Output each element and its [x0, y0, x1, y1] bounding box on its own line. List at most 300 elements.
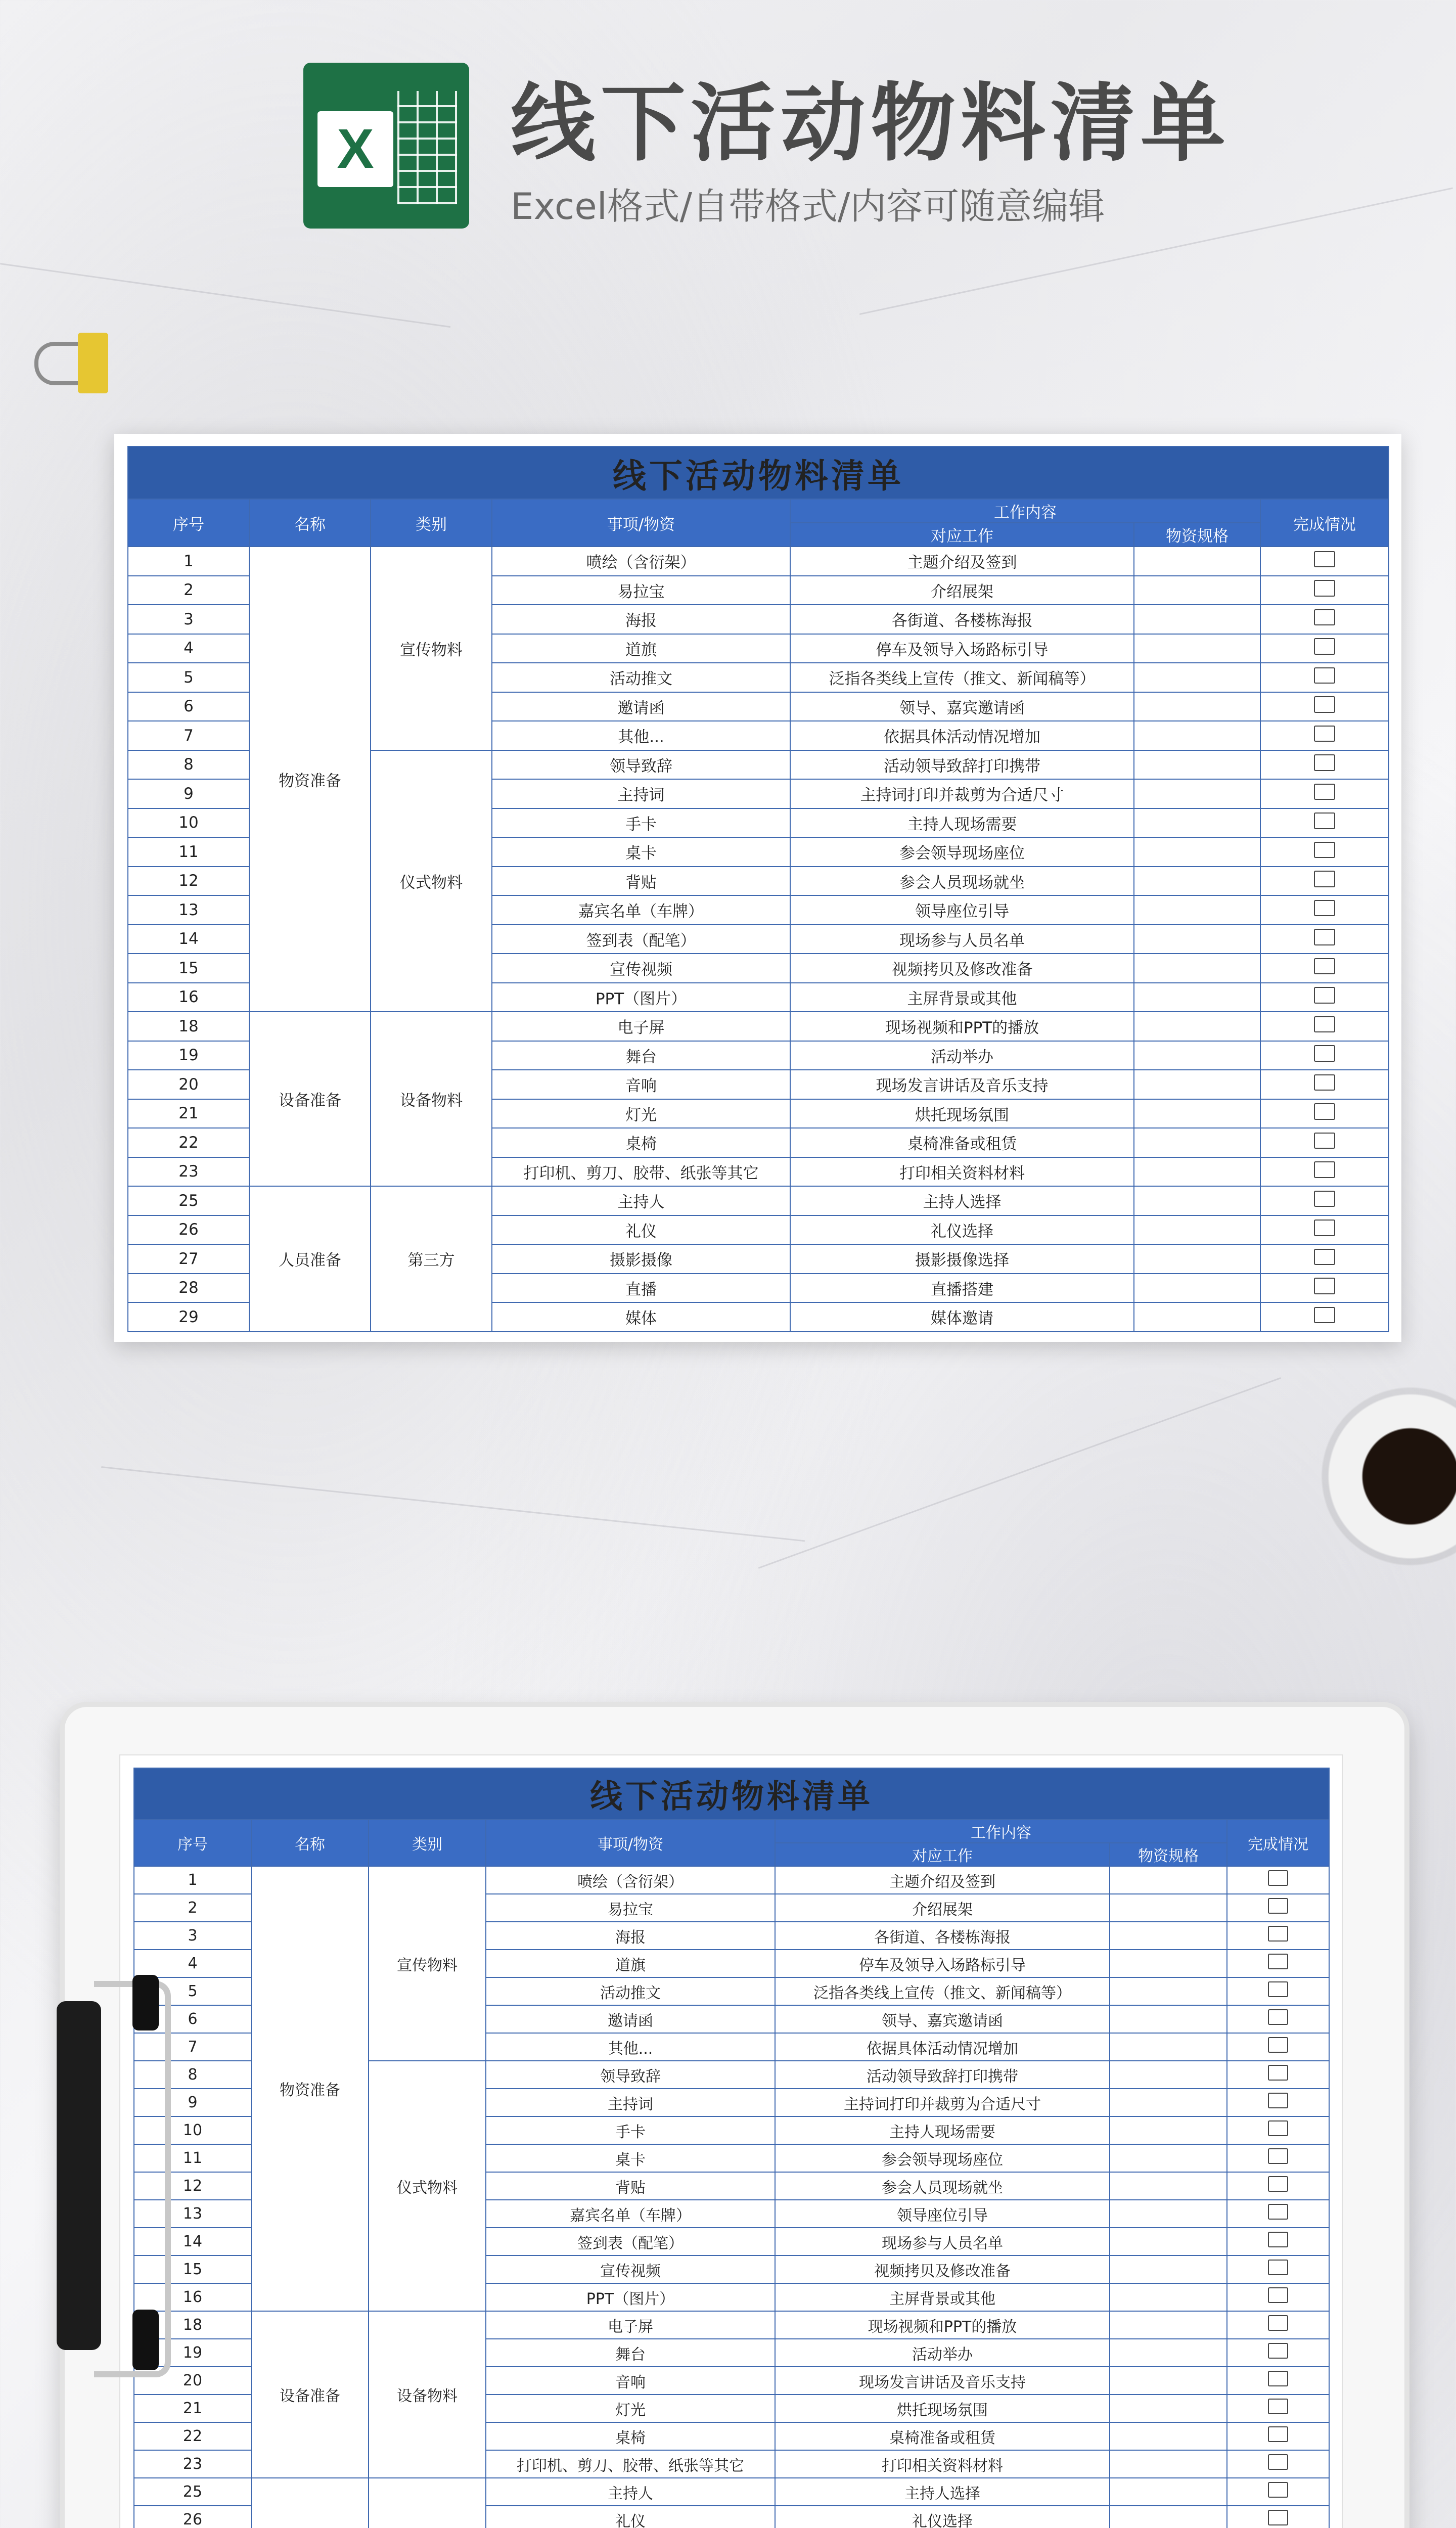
cell-status: [1227, 2033, 1329, 2061]
cell-category: 设备物料: [369, 2311, 486, 2478]
cell-item: 主持人: [486, 2478, 775, 2506]
cell-seq: 5: [128, 663, 249, 692]
cell-item: 宣传视频: [486, 2255, 775, 2283]
cell-task: 活动领导致辞打印携带: [775, 2061, 1110, 2089]
cell-spec: [1110, 2283, 1227, 2311]
cell-spec: [1110, 2339, 1227, 2367]
cell-item: 打印机、剪刀、胶带、纸张等其它: [486, 2450, 775, 2478]
cell-seq: 5: [134, 1977, 251, 2005]
cell-task: 活动领导致辞打印携带: [790, 750, 1134, 780]
cell-item: 其他...: [486, 2033, 775, 2061]
status-checkbox[interactable]: [1314, 871, 1335, 887]
cell-status: [1260, 925, 1389, 954]
cell-item: 灯光: [486, 2395, 775, 2422]
cell-category: 宣传物料: [371, 547, 492, 750]
cell-category: 仪式物料: [369, 2061, 486, 2311]
cell-spec: [1134, 1244, 1260, 1274]
status-checkbox[interactable]: [1314, 638, 1335, 655]
status-checkbox[interactable]: [1314, 667, 1335, 684]
cell-seq: 2: [134, 1894, 251, 1922]
cell-status: [1227, 1922, 1329, 1950]
cell-seq: 14: [128, 925, 249, 954]
cell-spec: [1110, 2255, 1227, 2283]
cell-item: 邀请函: [486, 2005, 775, 2033]
cell-task: 泛指各类线上宣传（推文、新闻稿等）: [775, 1977, 1110, 2005]
cell-item: 礼仪: [492, 1215, 790, 1245]
cell-spec: [1110, 2144, 1227, 2172]
table-row: [128, 1012, 1389, 1041]
cell-spec: [1110, 1894, 1227, 1922]
status-checkbox[interactable]: [1268, 1981, 1288, 1997]
table-row: [128, 1186, 1389, 1215]
status-checkbox[interactable]: [1314, 1016, 1335, 1033]
cell-status: [1227, 1866, 1329, 1894]
status-checkbox[interactable]: [1268, 2510, 1288, 2525]
cell-status: [1227, 1894, 1329, 1922]
cell-spec: [1134, 547, 1260, 576]
cell-task: 现场发言讲话及音乐支持: [790, 1070, 1134, 1099]
cell-task: 打印相关资料材料: [775, 2450, 1110, 2478]
cell-spec: [1134, 1215, 1260, 1245]
cell-status: [1260, 1070, 1389, 1099]
cell-group-name: 物资准备: [251, 1866, 369, 2311]
cell-task: 领导座位引导: [775, 2200, 1110, 2228]
cell-task: 主持词打印并裁剪为合适尺寸: [790, 779, 1134, 808]
cell-status: [1260, 721, 1389, 750]
cell-status: [1227, 1977, 1329, 2005]
cell-status: [1227, 2478, 1329, 2506]
table-row: [134, 2478, 1329, 2506]
cell-seq: 8: [128, 750, 249, 780]
status-checkbox[interactable]: [1268, 1898, 1288, 1914]
cell-group-name: 设备准备: [249, 1012, 371, 1186]
cell-spec: [1110, 1922, 1227, 1950]
table-row: [134, 2311, 1329, 2339]
cell-seq: 11: [128, 837, 249, 867]
cell-group-name: 物资准备: [249, 547, 371, 1012]
cell-item: 舞台: [492, 1041, 790, 1070]
cell-status: [1227, 2089, 1329, 2116]
cell-spec: [1134, 1041, 1260, 1070]
status-checkbox[interactable]: [1314, 1307, 1335, 1324]
cell-item: 媒体: [492, 1302, 790, 1332]
cell-task: 泛指各类线上宣传（推文、新闻稿等）: [790, 663, 1134, 692]
cell-status: [1227, 2200, 1329, 2228]
cell-spec: [1134, 1012, 1260, 1041]
status-checkbox[interactable]: [1268, 2232, 1288, 2247]
status-checkbox[interactable]: [1314, 1278, 1335, 1294]
spreadsheet-table: [127, 446, 1388, 1332]
cell-seq: 19: [134, 2339, 251, 2367]
cell-status: [1260, 1244, 1389, 1274]
cell-task: 直播搭建: [790, 1274, 1134, 1303]
cell-seq: 22: [134, 2422, 251, 2450]
cell-seq: 16: [128, 983, 249, 1012]
status-checkbox[interactable]: [1314, 784, 1335, 800]
cell-spec: [1134, 750, 1260, 780]
cell-seq: 4: [134, 1950, 251, 1977]
cell-spec: [1110, 2450, 1227, 2478]
cell-status: [1260, 547, 1389, 576]
cell-item: 手卡: [486, 2116, 775, 2144]
cell-spec: [1110, 2005, 1227, 2033]
cell-seq: 23: [134, 2450, 251, 2478]
cell-spec: [1134, 867, 1260, 896]
status-checkbox[interactable]: [1268, 2065, 1288, 2081]
cell-status: [1227, 2395, 1329, 2422]
cell-status: [1227, 2422, 1329, 2450]
header-work-content: 工作内容: [790, 499, 1260, 523]
cell-seq: 28: [128, 1274, 249, 1303]
cell-item: 主持词: [486, 2089, 775, 2116]
cell-item: 舞台: [486, 2339, 775, 2367]
cell-status: [1227, 2061, 1329, 2089]
cell-seq: 16: [134, 2283, 251, 2311]
status-checkbox[interactable]: [1268, 2204, 1288, 2220]
cell-spec: [1110, 2506, 1227, 2528]
cell-seq: 10: [134, 2116, 251, 2144]
cell-seq: 23: [128, 1157, 249, 1187]
cell-item: 海报: [492, 605, 790, 634]
cell-spec: [1134, 837, 1260, 867]
status-checkbox[interactable]: [1314, 1133, 1335, 1149]
cell-item: 易拉宝: [492, 576, 790, 605]
cell-item: 灯光: [492, 1099, 790, 1128]
cell-spec: [1110, 2311, 1227, 2339]
cell-category: [369, 2478, 486, 2528]
cell-seq: 2: [128, 576, 249, 605]
status-checkbox[interactable]: [1268, 2343, 1288, 2359]
cell-seq: 10: [128, 808, 249, 838]
cell-spec: [1134, 692, 1260, 721]
cell-item: 签到表（配笔）: [486, 2228, 775, 2255]
header-item: 事项/物资: [492, 499, 790, 547]
cell-seq: 9: [134, 2089, 251, 2116]
header-task: 对应工作: [790, 523, 1134, 547]
cell-spec: [1110, 2478, 1227, 2506]
header-status: 完成情况: [1260, 499, 1389, 547]
cell-item: 手卡: [492, 808, 790, 838]
cell-status: [1227, 2450, 1329, 2478]
cell-item: 桌卡: [486, 2144, 775, 2172]
logo-letter: X: [317, 111, 393, 187]
cell-status: [1227, 1950, 1329, 1977]
cell-task: 主持人现场需要: [790, 808, 1134, 838]
cell-seq: 19: [128, 1041, 249, 1070]
header-category: 类别: [369, 1820, 486, 1866]
cell-spec: [1134, 663, 1260, 692]
header-category: 类别: [371, 499, 492, 547]
header-work-content: 工作内容: [775, 1820, 1227, 1843]
cell-spec: [1134, 721, 1260, 750]
cell-seq: 18: [128, 1012, 249, 1041]
cell-task: 现场参与人员名单: [790, 925, 1134, 954]
cell-item: 海报: [486, 1922, 775, 1950]
cell-task: 领导、嘉宾邀请函: [790, 692, 1134, 721]
status-checkbox[interactable]: [1314, 754, 1335, 771]
cell-status: [1227, 2228, 1329, 2255]
cell-item: 音响: [486, 2367, 775, 2395]
status-checkbox[interactable]: [1314, 609, 1335, 626]
cell-status: [1260, 750, 1389, 780]
status-checkbox[interactable]: [1268, 2260, 1288, 2275]
cell-status: [1260, 837, 1389, 867]
status-checkbox[interactable]: [1268, 2120, 1288, 2136]
cell-seq: 6: [128, 692, 249, 721]
cell-item: 签到表（配笔）: [492, 925, 790, 954]
cell-spec: [1134, 925, 1260, 954]
status-checkbox[interactable]: [1314, 551, 1335, 568]
cell-task: 依据具体活动情况增加: [790, 721, 1134, 750]
cell-group-name: [251, 2478, 369, 2528]
cell-task: 主持人现场需要: [775, 2116, 1110, 2144]
status-checkbox[interactable]: [1314, 1249, 1335, 1266]
cell-status: [1260, 576, 1389, 605]
sheet-title: 线下活动物料清单: [134, 1768, 1329, 1820]
cell-seq: 14: [134, 2228, 251, 2255]
spreadsheet-preview-top: [114, 434, 1401, 1342]
status-checkbox[interactable]: [1268, 2148, 1288, 2164]
header-item: 事项/物资: [486, 1820, 775, 1866]
clipboard-clip-icon: [57, 1981, 208, 2385]
status-checkbox[interactable]: [1268, 2371, 1288, 2386]
cell-spec: [1110, 2395, 1227, 2422]
cell-seq: 8: [134, 2061, 251, 2089]
cell-task: 活动举办: [790, 1041, 1134, 1070]
cell-task: 主屏背景或其他: [775, 2283, 1110, 2311]
cell-seq: 1: [134, 1866, 251, 1894]
cell-task: 停车及领导入场路标引导: [775, 1950, 1110, 1977]
cell-task: 活动举办: [775, 2339, 1110, 2367]
cell-spec: [1110, 2422, 1227, 2450]
cell-seq: 15: [134, 2255, 251, 2283]
coffee-cup-icon: [1304, 1345, 1456, 1608]
status-checkbox[interactable]: [1314, 726, 1335, 742]
cell-status: [1260, 808, 1389, 838]
cell-item: 宣传视频: [492, 954, 790, 983]
cell-spec: [1110, 2061, 1227, 2089]
cell-task: 各街道、各楼栋海报: [775, 1922, 1110, 1950]
cell-status: [1260, 692, 1389, 721]
cell-spec: [1134, 779, 1260, 808]
status-checkbox[interactable]: [1314, 987, 1335, 1004]
header-status: 完成情况: [1227, 1820, 1329, 1866]
cell-task: 现场参与人员名单: [775, 2228, 1110, 2255]
status-checkbox[interactable]: [1314, 1074, 1335, 1091]
cell-status: [1227, 2339, 1329, 2367]
cell-category: 第三方: [371, 1186, 492, 1332]
cell-task: 依据具体活动情况增加: [775, 2033, 1110, 2061]
cell-seq: 11: [134, 2144, 251, 2172]
excel-logo-icon: [303, 63, 469, 229]
spreadsheet-table: [133, 1768, 1329, 2528]
cell-item: 活动推文: [486, 1977, 775, 2005]
cell-seq: 6: [134, 2005, 251, 2033]
status-checkbox[interactable]: [1268, 2037, 1288, 2053]
header-seq: 序号: [128, 499, 249, 547]
cell-task: 主持人选择: [775, 2478, 1110, 2506]
cell-seq: 1: [128, 547, 249, 576]
header-spec: 物资规格: [1134, 523, 1260, 547]
cell-spec: [1110, 1950, 1227, 1977]
cell-task: 参会人员现场就坐: [790, 867, 1134, 896]
cell-seq: 13: [134, 2200, 251, 2228]
cell-item: 摄影摄像: [492, 1244, 790, 1274]
cell-status: [1260, 1186, 1389, 1215]
table-row: [134, 1866, 1329, 1894]
cell-spec: [1110, 2089, 1227, 2116]
binder-clip-icon: [30, 328, 111, 398]
cell-seq: 9: [128, 779, 249, 808]
cell-seq: 3: [128, 605, 249, 634]
cell-spec: [1134, 808, 1260, 838]
cell-task: 礼仪选择: [775, 2506, 1110, 2528]
cell-spec: [1134, 1070, 1260, 1099]
cell-seq: 20: [128, 1070, 249, 1099]
cell-seq: 25: [134, 2478, 251, 2506]
cell-status: [1260, 867, 1389, 896]
header-name: 名称: [251, 1820, 369, 1866]
cell-seq: 27: [128, 1244, 249, 1274]
cell-seq: 15: [128, 954, 249, 983]
cell-item: 背贴: [486, 2172, 775, 2200]
status-checkbox[interactable]: [1268, 1954, 1288, 1969]
cell-spec: [1110, 1977, 1227, 2005]
cell-status: [1260, 1157, 1389, 1187]
cell-item: 礼仪: [486, 2506, 775, 2528]
table-row: [128, 547, 1389, 576]
cell-spec: [1134, 605, 1260, 634]
cell-status: [1260, 895, 1389, 925]
header-name: 名称: [249, 499, 371, 547]
cell-seq: 29: [128, 1302, 249, 1332]
cell-task: 领导座位引导: [790, 895, 1134, 925]
cell-spec: [1134, 954, 1260, 983]
cell-group-name: 人员准备: [249, 1186, 371, 1332]
cell-task: 视频拷贝及修改准备: [775, 2255, 1110, 2283]
cell-item: 活动推文: [492, 663, 790, 692]
status-checkbox[interactable]: [1268, 2399, 1288, 2414]
cell-status: [1260, 779, 1389, 808]
status-checkbox[interactable]: [1314, 842, 1335, 859]
cell-item: 桌椅: [486, 2422, 775, 2450]
status-checkbox[interactable]: [1268, 2315, 1288, 2331]
cell-item: 主持人: [492, 1186, 790, 1215]
cell-status: [1260, 1302, 1389, 1332]
cell-spec: [1110, 2116, 1227, 2144]
cell-category: 设备物料: [371, 1012, 492, 1186]
cell-group-name: 设备准备: [251, 2311, 369, 2478]
status-checkbox[interactable]: [1314, 1220, 1335, 1236]
cell-task: 介绍展架: [775, 1894, 1110, 1922]
cell-item: 领导致辞: [492, 750, 790, 780]
status-checkbox[interactable]: [1268, 2093, 1288, 2108]
cell-seq: 12: [128, 867, 249, 896]
status-checkbox[interactable]: [1268, 2482, 1288, 2498]
cell-status: [1227, 2255, 1329, 2283]
cell-task: 烘托现场氛围: [790, 1099, 1134, 1128]
cell-task: 主题介绍及签到: [775, 1866, 1110, 1894]
cell-task: 视频拷贝及修改准备: [790, 954, 1134, 983]
cell-status: [1227, 2005, 1329, 2033]
cell-spec: [1134, 576, 1260, 605]
cell-item: 音响: [492, 1070, 790, 1099]
cell-status: [1260, 634, 1389, 663]
status-checkbox[interactable]: [1268, 2454, 1288, 2470]
cell-seq: 26: [128, 1215, 249, 1245]
cell-status: [1227, 2172, 1329, 2200]
logo-grid-lines: [397, 91, 457, 204]
cell-item: 电子屏: [492, 1012, 790, 1041]
cell-spec: [1134, 1274, 1260, 1303]
cell-category: 仪式物料: [371, 750, 492, 1012]
status-checkbox[interactable]: [1268, 1870, 1288, 1886]
status-checkbox[interactable]: [1314, 696, 1335, 713]
cell-seq: 25: [128, 1186, 249, 1215]
spreadsheet-preview-bottom: [119, 1754, 1343, 2528]
status-checkbox[interactable]: [1314, 958, 1335, 975]
cell-status: [1260, 1128, 1389, 1157]
status-checkbox[interactable]: [1268, 2426, 1288, 2442]
cell-status: [1260, 954, 1389, 983]
cell-category: 宣传物料: [369, 1866, 486, 2061]
cell-spec: [1110, 1866, 1227, 1894]
status-checkbox[interactable]: [1314, 812, 1335, 829]
page-title: 线下活动物料清单: [511, 74, 1231, 173]
header-seq: 序号: [134, 1820, 251, 1866]
status-checkbox[interactable]: [1268, 2287, 1288, 2303]
cell-spec: [1134, 1128, 1260, 1157]
cell-spec: [1110, 2228, 1227, 2255]
cell-task: 摄影摄像选择: [790, 1244, 1134, 1274]
cell-item: 道旗: [486, 1950, 775, 1977]
cell-task: 主题介绍及签到: [790, 547, 1134, 576]
cell-item: 其他...: [492, 721, 790, 750]
cell-spec: [1134, 634, 1260, 663]
cell-task: 领导、嘉宾邀请函: [775, 2005, 1110, 2033]
cell-task: 现场视频和PPT的播放: [790, 1012, 1134, 1041]
page-subtitle: Excel格式/自带格式/内容可随意编辑: [511, 185, 1105, 228]
cell-item: PPT（图片）: [486, 2283, 775, 2311]
status-checkbox[interactable]: [1314, 900, 1335, 917]
cell-status: [1260, 605, 1389, 634]
status-checkbox[interactable]: [1314, 580, 1335, 597]
status-checkbox[interactable]: [1314, 1103, 1335, 1120]
sheet-title: 线下活动物料清单: [128, 446, 1389, 499]
cell-item: 桌卡: [492, 837, 790, 867]
cell-status: [1260, 1274, 1389, 1303]
status-checkbox[interactable]: [1314, 1045, 1335, 1062]
status-checkbox[interactable]: [1314, 1191, 1335, 1207]
cell-task: 桌椅准备或租赁: [775, 2422, 1110, 2450]
cell-status: [1227, 2367, 1329, 2395]
header-spec: 物资规格: [1110, 1843, 1227, 1866]
cell-task: 现场视频和PPT的播放: [775, 2311, 1110, 2339]
cell-seq: 4: [128, 634, 249, 663]
status-checkbox[interactable]: [1314, 1161, 1335, 1178]
cell-status: [1260, 663, 1389, 692]
cell-seq: 26: [134, 2506, 251, 2528]
status-checkbox[interactable]: [1268, 2176, 1288, 2192]
status-checkbox[interactable]: [1314, 929, 1335, 945]
status-checkbox[interactable]: [1268, 2009, 1288, 2025]
cell-task: 打印相关资料材料: [790, 1157, 1134, 1187]
cell-task: 媒体邀请: [790, 1302, 1134, 1332]
status-checkbox[interactable]: [1268, 1926, 1288, 1942]
cell-item: 打印机、剪刀、胶带、纸张等其它: [492, 1157, 790, 1187]
cell-item: 喷绘（含衍架）: [486, 1866, 775, 1894]
cell-spec: [1134, 1302, 1260, 1332]
